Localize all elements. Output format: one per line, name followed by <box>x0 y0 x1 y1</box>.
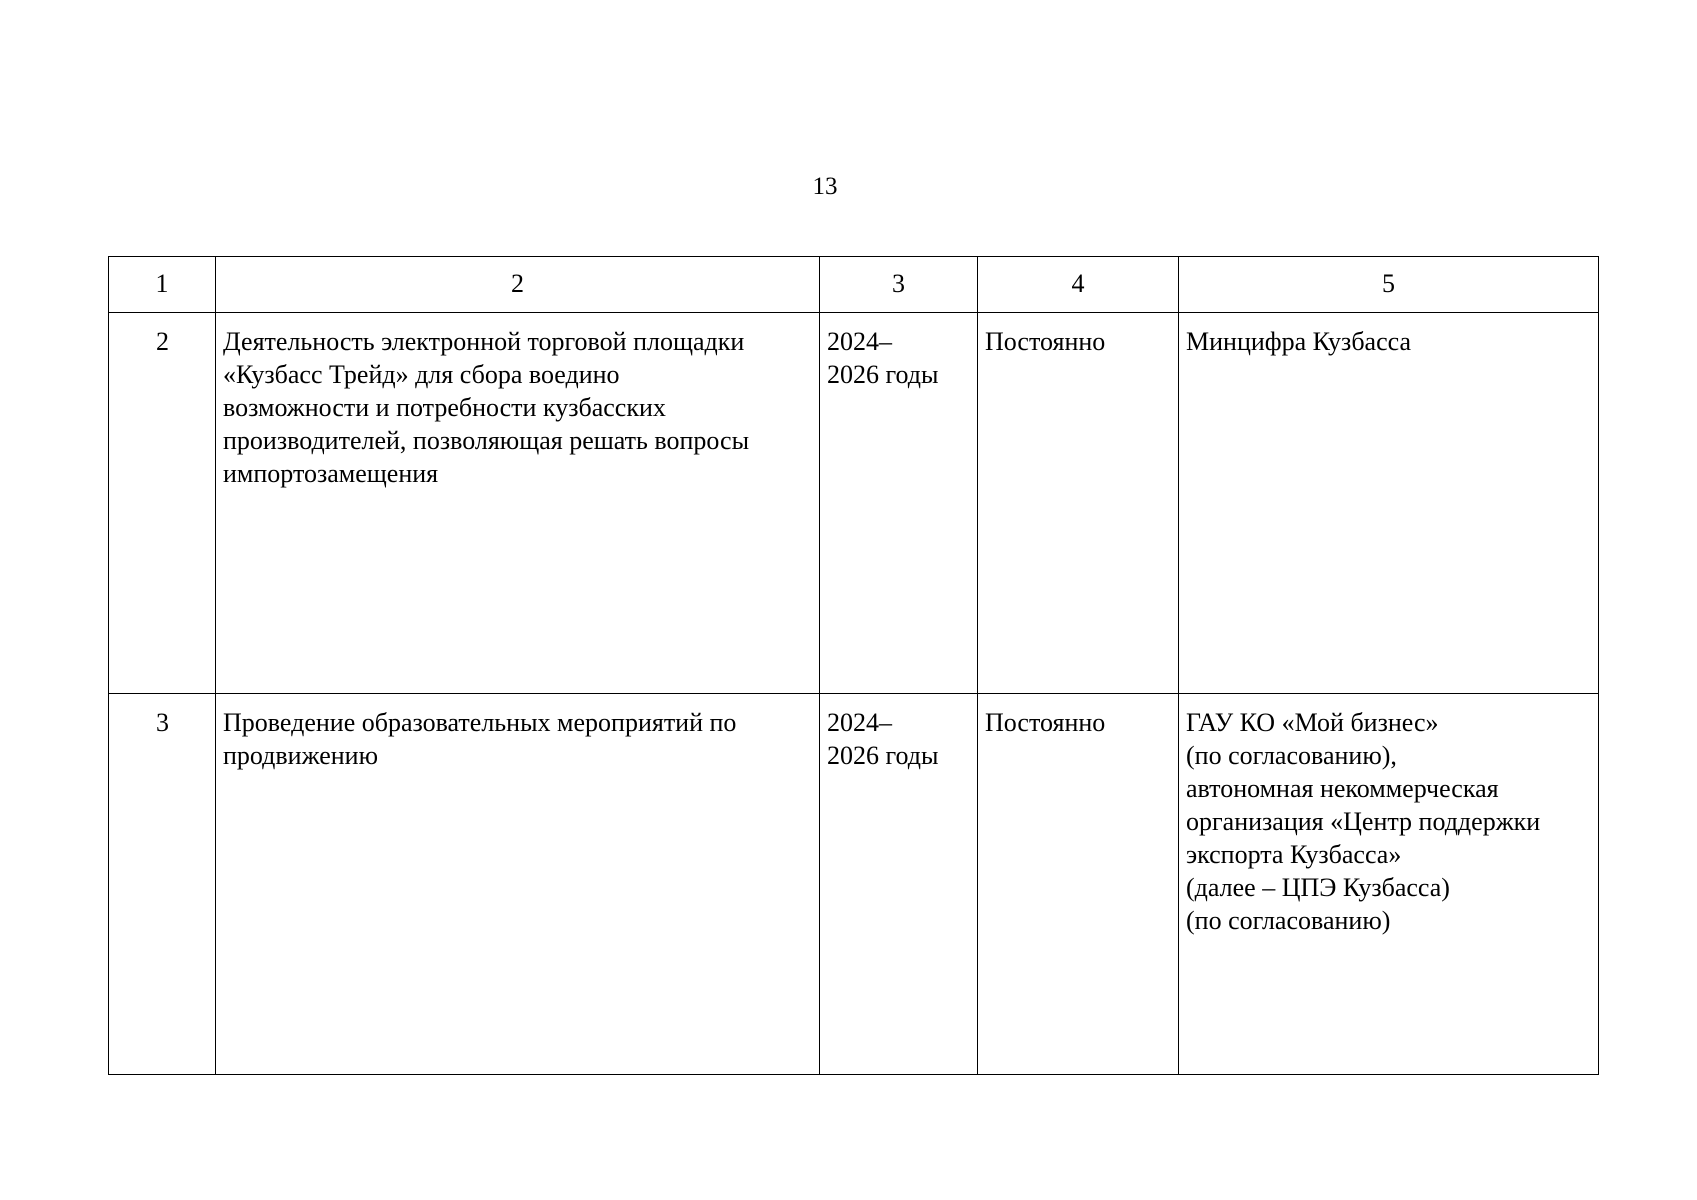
row-number-cell: 3 <box>109 694 216 1075</box>
frequency-cell: Постоянно <box>978 694 1179 1075</box>
text-line: (по согласованию), <box>1186 741 1397 770</box>
text-line: (по согласованию) <box>1186 906 1391 935</box>
activity-cell <box>216 694 820 1075</box>
text-line: «Кузбасс Трейд» для сбора воедино <box>223 360 620 389</box>
text-line: 2024– <box>827 327 892 356</box>
table-row <box>109 313 1599 694</box>
text-line: 2024– <box>827 708 892 737</box>
text-line: Деятельность электронной торговой площадки <box>223 327 745 356</box>
text-line: ГАУ КО «Мой бизнес» <box>1186 708 1439 737</box>
responsible-cell <box>1179 313 1599 694</box>
row-number-cell: 2 <box>109 313 216 694</box>
text-line: импортозамещения <box>223 459 439 488</box>
column-header: 3 <box>820 257 978 313</box>
frequency-cell: Постоянно <box>978 313 1179 694</box>
period-cell <box>820 694 978 1075</box>
text-line: 2026 годы <box>827 741 939 770</box>
activity-cell <box>216 313 820 694</box>
column-header: 1 <box>109 257 216 313</box>
text-line: производителей, позволяющая решать вопросы <box>223 426 750 455</box>
column-header: 4 <box>978 257 1179 313</box>
text-line: (далее – ЦПЭ Кузбасса) <box>1186 873 1450 902</box>
text-line: возможности и потребности кузбасских <box>223 393 666 422</box>
column-header: 2 <box>216 257 820 313</box>
text-line: Минцифра Кузбасса <box>1186 327 1412 356</box>
page-number: 13 <box>812 173 838 200</box>
column-header: 5 <box>1179 257 1599 313</box>
text-line: автономная некоммерческая <box>1186 774 1499 803</box>
responsible-cell <box>1179 694 1599 1075</box>
text-line: Проведение образовательных мероприятий по <box>223 708 737 737</box>
table-row <box>109 694 1599 1075</box>
measures-table <box>108 256 1599 1075</box>
period-cell <box>820 313 978 694</box>
table-header-row <box>109 257 1599 313</box>
text-line: организация «Центр поддержки <box>1186 807 1541 836</box>
text-line: 2026 годы <box>827 360 939 389</box>
text-line: экспорта Кузбасса» <box>1186 840 1402 869</box>
text-line: продвижению <box>223 741 378 770</box>
